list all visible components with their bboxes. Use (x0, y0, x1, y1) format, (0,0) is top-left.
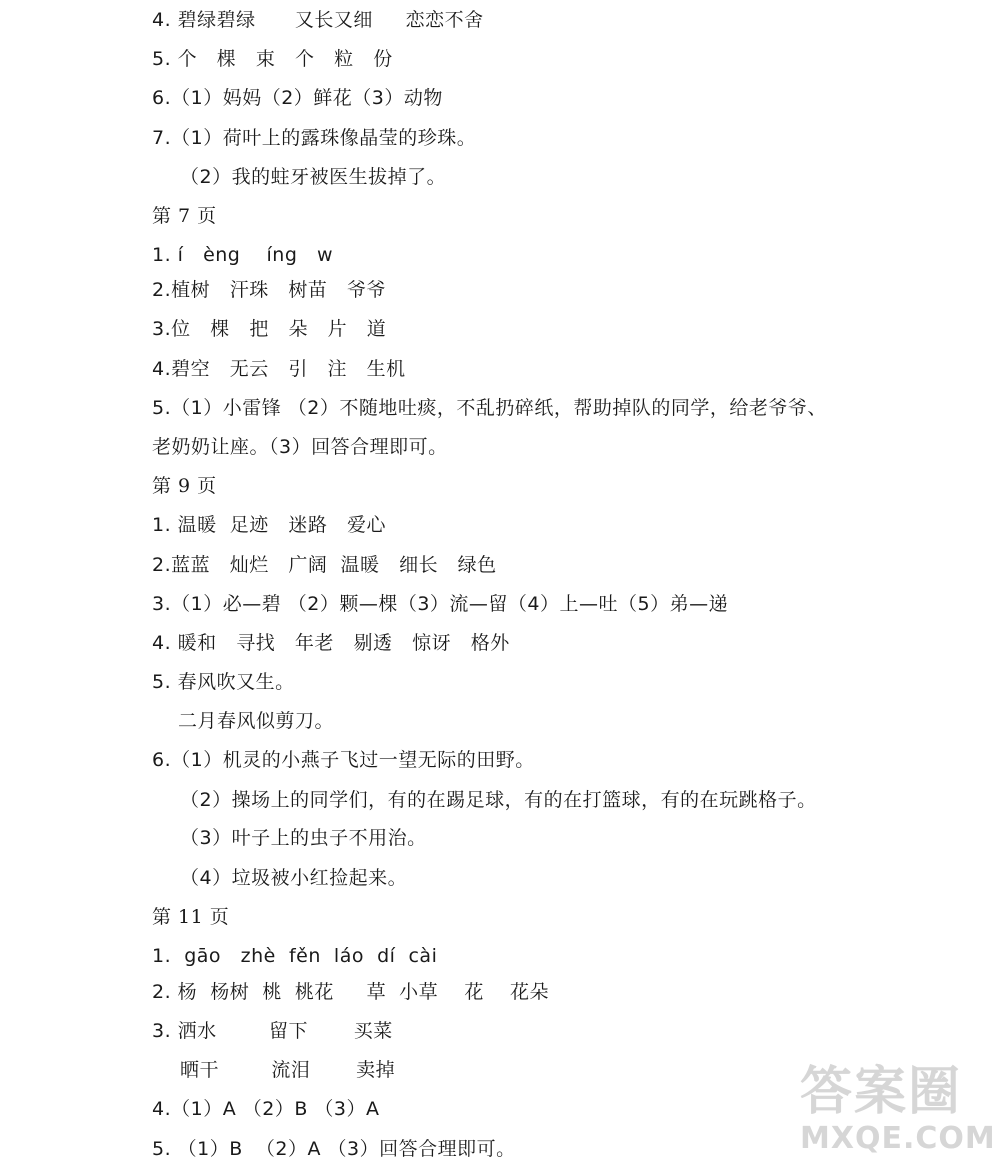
answer-line: 6.（1）机灵的小燕子飞过一望无际的田野。 (152, 749, 535, 771)
answer-line: 6.（1）妈妈（2）鲜花（3）动物 (152, 87, 443, 109)
answer-line: 4.碧空 无云 引 注 生机 (152, 358, 406, 380)
answer-line: （2）我的蛀牙被医生拔掉了。 (180, 166, 447, 188)
answer-line: 晒干 流泪 卖掉 (180, 1059, 396, 1081)
answer-line: 5. 个 棵 束 个 粒 份 (152, 48, 393, 70)
answer-line: 1. í èng íng w (152, 244, 334, 266)
section-heading: 第 9 页 (152, 475, 217, 497)
answer-line: 3.位 棵 把 朵 片 道 (152, 318, 387, 340)
answer-line: 4. 暖和 寻找 年老 剔透 惊讶 格外 (152, 632, 510, 654)
answer-line: 2. 杨 杨树 桃 桃花 草 小草 花 花朵 (152, 981, 549, 1003)
answer-line: 2.植树 汗珠 树苗 爷爷 (152, 279, 386, 301)
answer-line: 1. gāo zhè fěn láo dí cài (152, 945, 438, 967)
answer-line: 4.（1）A （2）B （3）A (152, 1098, 380, 1120)
answer-line: （4）垃圾被小红捡起来。 (180, 867, 408, 889)
answer-line: 2.蓝蓝 灿烂 广阔 温暖 细长 绿色 (152, 554, 497, 576)
answer-line: 7.（1）荷叶上的露珠像晶莹的珍珠。 (152, 127, 477, 149)
answer-line: 老奶奶让座。（3）回答合理即可。 (152, 436, 448, 458)
answer-line: 二月春风似剪刀。 (178, 710, 335, 732)
answer-line: 3. 洒水 留下 买菜 (152, 1020, 393, 1042)
watermark-logo-text: 答案圈 (800, 1061, 963, 1122)
answer-line: （3）叶子上的虫子不用治。 (180, 827, 427, 849)
answer-line: 5.（1）小雷锋 （2）不随地吐痰，不乱扔碎纸，帮助掉队的同学，给老爷爷、 (152, 397, 827, 419)
section-heading: 第 7 页 (152, 205, 217, 227)
answer-line: 4. 碧绿碧绿 又长又细 恋恋不舍 (152, 9, 484, 31)
answer-line: 3.（1）必—碧 （2）颗—棵（3）流—留（4）上—吐（5）弟—递 (152, 593, 729, 615)
section-heading: 第 11 页 (152, 906, 230, 928)
answer-line: 1. 温暖 足迹 迷路 爱心 (152, 514, 386, 536)
answer-line: （2）操场上的同学们，有的在踢足球，有的在打篮球，有的在玩跳格子。 (180, 789, 817, 811)
watermark-url: MXQE.COM (800, 1121, 996, 1156)
answer-line: 5. （1）B （2）A （3）回答合理即可。 (152, 1138, 516, 1160)
answer-line: 5. 春风吹又生。 (152, 671, 295, 693)
